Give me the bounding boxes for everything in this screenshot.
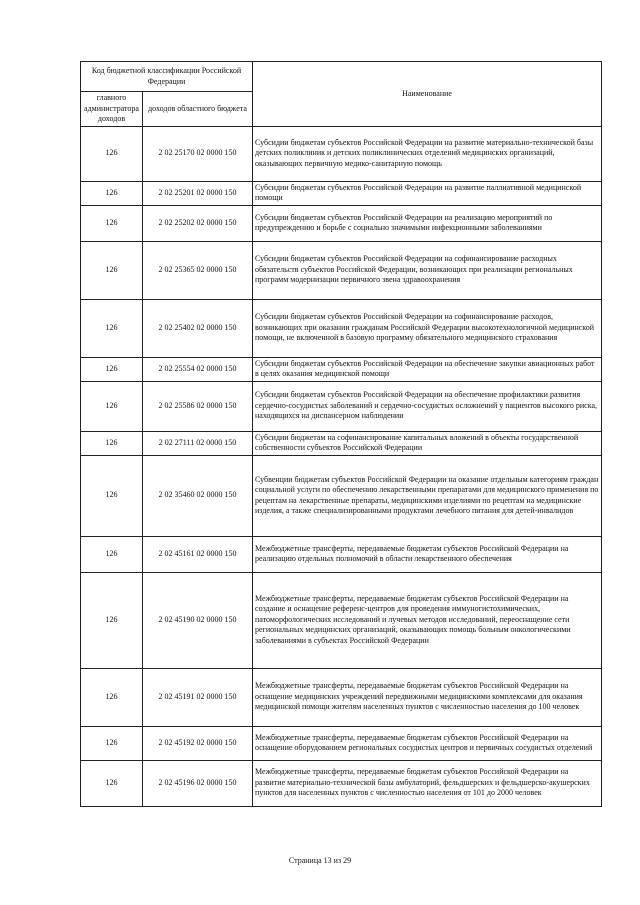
- name-cell: Межбюджетные трансферты, передаваемые бюджетам субъектов Российской Федерации на развитие материально-технической базы амбулаторий, фельдшерских и фельдшерско-акушерских пунктов для населенных пунктов с численностью населения от 101 до 2000 человек: [253, 760, 602, 806]
- admin-code-cell: 126: [81, 299, 143, 357]
- header-name-cell: Наименование: [253, 62, 602, 127]
- admin-code-cell: 126: [81, 205, 143, 241]
- budget-code-cell: 2 02 25586 02 0000 150: [143, 381, 253, 431]
- table-row: [81, 668, 602, 726]
- name-cell: Субсидии бюджетам на софинансирование капитальных вложений в объекты государственной собственности субъектов Российской Федерации: [253, 431, 602, 455]
- table-row: [81, 126, 602, 181]
- header-group-cell: Код бюджетной классификации Российской Федерации: [81, 62, 253, 92]
- table-row: [81, 536, 602, 572]
- budget-code-cell: 2 02 25201 02 0000 150: [143, 181, 253, 205]
- table-row: [81, 726, 602, 760]
- admin-code-cell: 126: [81, 381, 143, 431]
- name-cell: Субвенции бюджетам субъектов Российской Федерации на оказание отдельным категориям граждан социальной услуги по обеспечению лекарственными препаратами для медицинского применения по рецептам на лекарственные препараты, медицинскими изделиями по рецептам на медицинские изделия, а также специализированными продуктами лечебного питания для детей-инвалидов: [253, 455, 602, 536]
- budget-code-cell: 2 02 45191 02 0000 150: [143, 668, 253, 726]
- header-code-cell: доходов областного бюджета: [143, 92, 253, 127]
- name-cell: Межбюджетные трансферты, передаваемые бюджетам субъектов Российской Федерации на создание и оснащение референс-центров для проведения иммуногистохимических, патоморфологических исследований и лучевых методов исследований, переоснащение сети региональных медицинских организаций, оказывающих помощь больным онкологическими заболеваниями в субъектах Российской Федерации: [253, 572, 602, 668]
- budget-code-cell: 2 02 25402 02 0000 150: [143, 299, 253, 357]
- budget-code-cell: 2 02 35460 02 0000 150: [143, 455, 253, 536]
- budget-code-cell: 2 02 45161 02 0000 150: [143, 536, 253, 572]
- name-cell: Субсидии бюджетам субъектов Российской Федерации на обеспечение профилактики развития сердечно-сосудистых заболеваний и сердечно-сосудистых осложнений у пациентов высокого риска, находящихся на диспансерном наблюдении: [253, 381, 602, 431]
- admin-code-cell: 126: [81, 181, 143, 205]
- table-header-row: [81, 62, 602, 92]
- budget-code-cell: 2 02 27111 02 0000 150: [143, 431, 253, 455]
- name-cell: Субсидии бюджетам субъектов Российской Федерации на развитие материально-технической базы детских поликлиник и детских поликлинических отделений медицинских организаций, оказывающих первичную медико-санитарную помощь: [253, 126, 602, 181]
- table-row: [81, 299, 602, 357]
- admin-code-cell: 126: [81, 241, 143, 299]
- admin-code-cell: 126: [81, 726, 143, 760]
- budget-classification-table: [80, 61, 602, 807]
- admin-code-cell: 126: [81, 760, 143, 806]
- admin-code-cell: 126: [81, 431, 143, 455]
- admin-code-cell: 126: [81, 572, 143, 668]
- budget-code-cell: 2 02 25365 02 0000 150: [143, 241, 253, 299]
- table-row: [81, 381, 602, 431]
- budget-code-cell: 2 02 45192 02 0000 150: [143, 726, 253, 760]
- page-footer: Страница 13 из 29: [288, 856, 352, 865]
- table-row: [81, 205, 602, 241]
- name-cell: Субсидии бюджетам субъектов Российской Федерации на реализацию мероприятий по предупреждению и борьбе с социально значимыми инфекционными заболеваниями: [253, 205, 602, 241]
- budget-code-cell: 2 02 25170 02 0000 150: [143, 126, 253, 181]
- table-row: [81, 760, 602, 806]
- table-row: [81, 181, 602, 205]
- table-row: [81, 241, 602, 299]
- name-cell: Межбюджетные трансферты, передаваемые бюджетам субъектов Российской Федерации на оснащение медицинских учреждений передвижными медицинскими комплексами для оказания медицинской помощи жителям населенных пунктов с численностью населения до 100 человек: [253, 668, 602, 726]
- table-row: [81, 357, 602, 381]
- name-cell: Субсидии бюджетам субъектов Российской Федерации на софинансирование расходных обязательств субъектов Российской Федерации, возникающих при реализации региональных программ модернизации первичного звена здравоохранения: [253, 241, 602, 299]
- table-row: [81, 455, 602, 536]
- header-admin-cell: главного администратора доходов: [81, 92, 143, 127]
- table-row: [81, 572, 602, 668]
- name-cell: Субсидии бюджетам субъектов Российской Федерации на обеспечение закупки авиационных работ в целях оказания медицинской помощи: [253, 357, 602, 381]
- admin-code-cell: 126: [81, 126, 143, 181]
- budget-code-cell: 2 02 25554 02 0000 150: [143, 357, 253, 381]
- name-cell: Субсидии бюджетам субъектов Российской Федерации на софинансирование расходов, возникающих при оказании гражданам Российской Федерации высокотехнологичной медицинской помощи, не включенной в базовую программу обязательного медицинского страхования: [253, 299, 602, 357]
- name-cell: Межбюджетные трансферты, передаваемые бюджетам субъектов Российской Федерации на реализацию отдельных полномочий в области лекарственного обеспечения: [253, 536, 602, 572]
- budget-code-cell: 2 02 25202 02 0000 150: [143, 205, 253, 241]
- admin-code-cell: 126: [81, 536, 143, 572]
- budget-code-cell: 2 02 45196 02 0000 150: [143, 760, 253, 806]
- table-row: [81, 431, 602, 455]
- admin-code-cell: 126: [81, 455, 143, 536]
- name-cell: Межбюджетные трансферты, передаваемые бюджетам субъектов Российской Федерации на оснащение оборудованием региональных сосудистых центров и первичных сосудистых отделений: [253, 726, 602, 760]
- admin-code-cell: 126: [81, 668, 143, 726]
- admin-code-cell: 126: [81, 357, 143, 381]
- budget-code-cell: 2 02 45190 02 0000 150: [143, 572, 253, 668]
- name-cell: Субсидии бюджетам субъектов Российской Федерации на развитие паллиативной медицинской помощи: [253, 181, 602, 205]
